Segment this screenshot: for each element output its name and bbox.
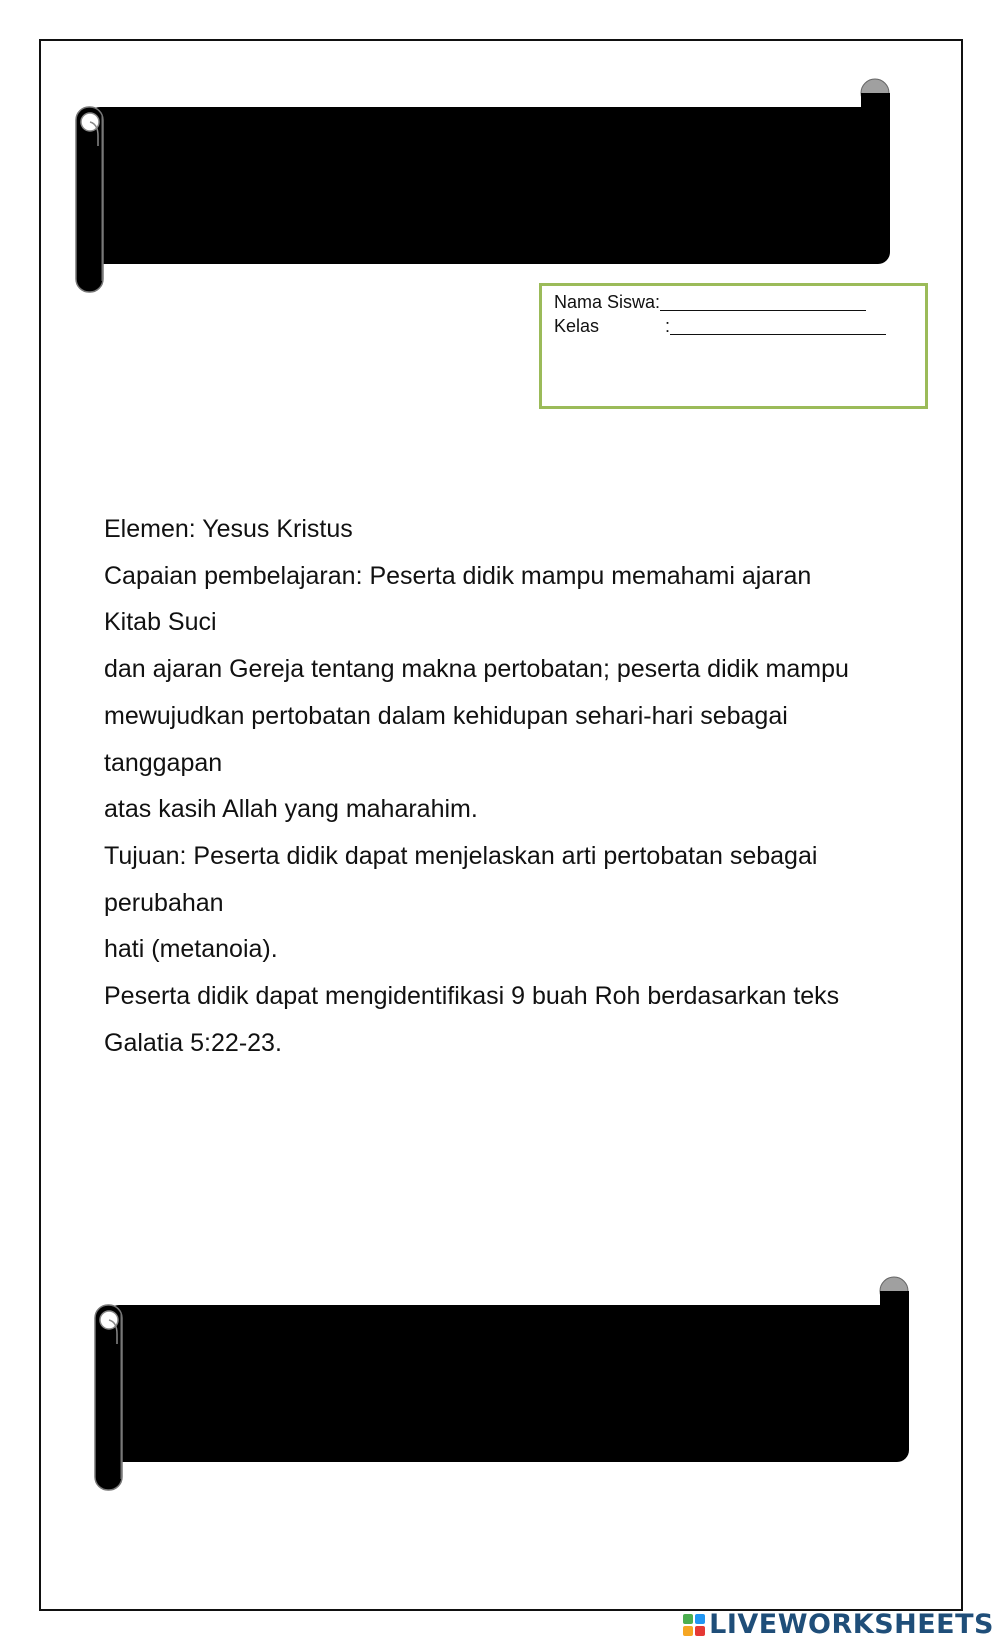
- logo-square: [695, 1626, 705, 1636]
- text-line: tanggapan: [104, 748, 223, 777]
- student-class-row: [554, 314, 913, 338]
- student-class-input-line[interactable]: [670, 316, 886, 335]
- text-line: Capaian pembelajaran: Peserta didik mampu memahami ajaran: [104, 561, 812, 590]
- text-line: perubahan: [104, 888, 224, 917]
- scroll-banner-shape: [95, 1274, 910, 1490]
- logo-square: [683, 1626, 693, 1636]
- student-name-row: [554, 290, 913, 314]
- text-line: dan ajaran Gereja tentang makna pertobatan; peserta didik mampu: [104, 655, 849, 684]
- text-line: Tujuan: Peserta didik dapat menjelaskan arti pertobatan sebagai: [104, 841, 818, 870]
- student-name-input-line[interactable]: [660, 292, 866, 311]
- text-line: Kitab Suci: [104, 608, 217, 637]
- liveworksheets-watermark: [683, 1609, 994, 1640]
- student-name-label: Nama Siswa:: [554, 292, 661, 312]
- scroll-banner-shape: [76, 76, 891, 292]
- text-line: Elemen: Yesus Kristus: [104, 515, 353, 543]
- liveworksheets-wordmark: LIVEWORKSHEETS: [709, 1609, 994, 1640]
- logo-square: [695, 1614, 705, 1624]
- text-line: Galatia 5:22-23.: [104, 1028, 282, 1057]
- answer-banner-scroll: [95, 1274, 910, 1490]
- title-banner-scroll: [76, 76, 891, 292]
- text-line: hati (metanoia).: [104, 935, 278, 964]
- learning-objectives-text: [104, 506, 904, 1066]
- liveworksheets-logo-icon: [683, 1614, 705, 1636]
- student-class-label: Kelas: [554, 316, 600, 336]
- logo-square: [683, 1614, 693, 1624]
- text-line: Peserta didik dapat mengidentifikasi 9 buah Roh berdasarkan teks: [104, 982, 840, 1011]
- text-line: atas kasih Allah yang maharahim.: [104, 795, 478, 824]
- student-class-colon: :: [665, 316, 671, 336]
- student-info-box: [539, 283, 928, 409]
- text-line: mewujudkan pertobatan dalam kehidupan sehari-hari sebagai: [104, 701, 788, 730]
